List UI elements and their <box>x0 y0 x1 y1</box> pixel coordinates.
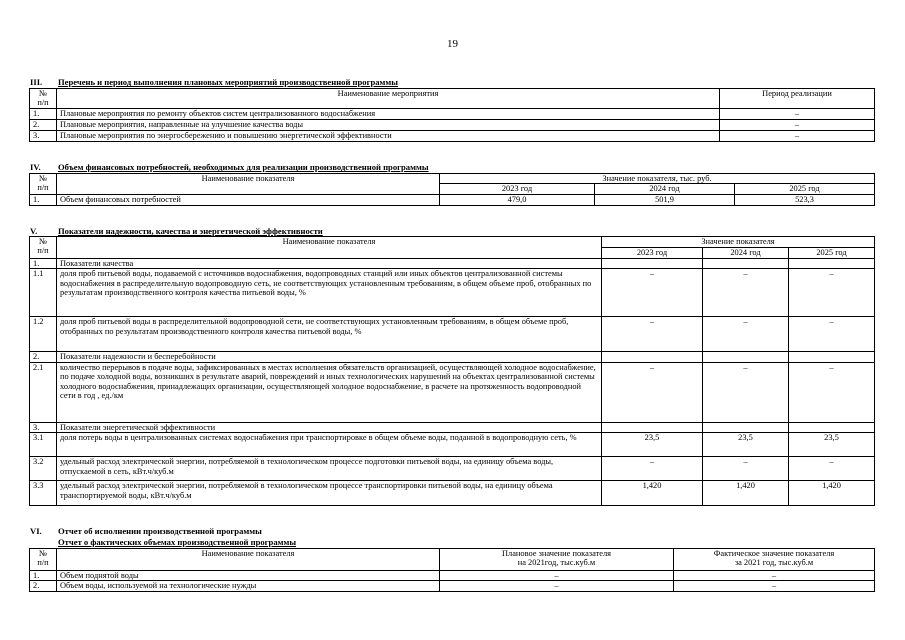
row-value: – <box>602 362 703 422</box>
row-name: Показатели надежности и бесперебойности <box>57 352 602 362</box>
section-subtitle: Отчет о фактических объемах производственной программы <box>58 537 297 547</box>
header-name: Наименование показателя <box>57 237 602 259</box>
row-value: – <box>602 457 703 481</box>
row-value: 1,420 <box>789 481 875 506</box>
header-year: 2025 год <box>789 248 875 259</box>
row-value: – <box>602 269 703 317</box>
header-no: № п/п <box>30 237 57 259</box>
row-name: количество перерывов в подаче воды, зафиксированных в местах исполнения обязательств организацией, осуществляющей холодное водоснабжение, по подаче холодной воды, возникших в результате аварий, повреждений и иных технологических нарушений на объектах централизованной системы холодного водоснабжения, принадлежащих организации, осуществляющей холодное водоснабжение, в расчете на протяженность водопроводной сети в год , ед./км <box>57 362 602 422</box>
row-value: – <box>703 317 789 352</box>
row-name: Плановые мероприятия по ремонту объектов систем централизованного водоснабжения <box>57 109 720 120</box>
table-row <box>30 131 875 142</box>
row-name: Плановые мероприятия по энергосбережению и повышению энергетической эффективности <box>57 131 720 142</box>
row-fact: – <box>674 571 875 581</box>
row-no: 3.3 <box>30 481 57 506</box>
row-period: – <box>720 120 875 131</box>
table-row <box>30 120 875 131</box>
row-name: Объем воды, используемой на технологические нужды <box>57 581 440 591</box>
table-row <box>30 109 875 120</box>
header-year: 2024 год <box>595 184 735 194</box>
row-no: 2.1 <box>30 362 57 422</box>
section-3-table <box>29 88 875 142</box>
row-value: 523,3 <box>735 194 875 205</box>
row-no: 2. <box>30 581 57 591</box>
row-name: доля проб питьевой воды, подаваемой с источников водоснабжения, водопроводных станций или иных объектов централизованной системы водоснабжения в распределительную водопроводную сеть, не соответствующих установленным требованиям, в общем объеме проб, отобранных по результатам производственного контроля качества питьевой воды, % <box>57 269 602 317</box>
page-number: 19 <box>447 38 458 50</box>
section-3-heading <box>30 77 398 87</box>
header-name: Наименование мероприятия <box>57 89 720 109</box>
row-name: Показатели качества <box>57 259 602 269</box>
table-row <box>30 457 875 481</box>
row-value: – <box>789 362 875 422</box>
section-title: Объем финансовых потребностей, необходимых для реализации производственной программы <box>58 162 429 172</box>
row-period: – <box>720 131 875 142</box>
row-period: – <box>720 109 875 120</box>
table-row <box>30 269 875 317</box>
row-value: – <box>789 457 875 481</box>
section-title: Перечень и период выполнения плановых мероприятий производственной программы <box>58 77 398 87</box>
section-4-heading <box>30 162 429 172</box>
section-title: Отчет об исполнении производственной программы <box>58 526 262 536</box>
row-no: 1. <box>30 571 57 581</box>
header-name: Наименование показателя <box>57 174 440 195</box>
table-row <box>30 362 875 422</box>
header-no: № п/п <box>30 549 57 571</box>
header-no: № п/п <box>30 174 57 195</box>
header-year: 2025 год <box>735 184 875 194</box>
table-row <box>30 433 875 457</box>
row-value: 1,420 <box>703 481 789 506</box>
header-year: 2023 год <box>440 184 595 194</box>
row-no: 1.1 <box>30 269 57 317</box>
table-row <box>30 352 875 362</box>
row-value: 23,5 <box>602 433 703 457</box>
header-fact: Фактическое значение показателя за 2021 год, тыс.куб.м <box>674 549 875 571</box>
row-value: – <box>703 362 789 422</box>
row-name: доля потерь воды в централизованных системах водоснабжения при транспортировке в общем объеме воды, поданной в водопроводную сеть, % <box>57 433 602 457</box>
header-value: Значение показателя, тыс. руб. <box>440 174 875 184</box>
row-name: Показатели энергетической эффективности <box>57 422 602 432</box>
row-value: 1,420 <box>602 481 703 506</box>
row-no: 1.2 <box>30 317 57 352</box>
section-6-table <box>29 548 875 592</box>
section-number: VI. <box>30 526 42 536</box>
header-year: 2023 год <box>602 248 703 259</box>
row-fact: – <box>674 581 875 591</box>
table-row <box>30 422 875 432</box>
row-no: 3.1 <box>30 433 57 457</box>
table-row <box>30 259 875 269</box>
section-5-heading <box>30 226 323 236</box>
row-name: Объем финансовых потребностей <box>57 194 440 205</box>
section-title: Показатели надежности, качества и энергетической эффективности <box>58 226 323 236</box>
table-row <box>30 317 875 352</box>
section-4-table <box>29 173 875 206</box>
row-value: – <box>602 317 703 352</box>
header-name: Наименование показателя <box>57 549 440 571</box>
row-plan: – <box>440 571 674 581</box>
table-row <box>30 194 875 205</box>
row-no: 1. <box>30 194 57 205</box>
table-row <box>30 481 875 506</box>
header-year: 2024 год <box>703 248 789 259</box>
row-value: – <box>789 317 875 352</box>
section-5-table <box>29 236 875 506</box>
row-value: 501,9 <box>595 194 735 205</box>
section-number: IV. <box>30 162 41 172</box>
row-name: Объем поднятой воды <box>57 571 440 581</box>
table-row <box>30 581 875 591</box>
row-value: 23,5 <box>703 433 789 457</box>
header-period: Период реализации <box>720 89 875 109</box>
row-value: – <box>703 269 789 317</box>
table-row <box>30 571 875 581</box>
row-no: 1. <box>30 259 57 269</box>
row-plan: – <box>440 581 674 591</box>
row-value: 23,5 <box>789 433 875 457</box>
header-plan: Плановое значение показателя на 2021год, тыс.куб.м <box>440 549 674 571</box>
header-no: № п/п <box>30 89 57 109</box>
row-no: 2. <box>30 352 57 362</box>
row-value: 479,0 <box>440 194 595 205</box>
row-name: удельный расход электрической энергии, потребляемой в технологическом процессе подготовки питьевой воды, на единицу объема воды, отпускаемой в сеть, кВт.ч/куб.м <box>57 457 602 481</box>
row-no: 3. <box>30 131 57 142</box>
section-number: V. <box>30 226 38 236</box>
section-number: III. <box>30 77 43 87</box>
row-value: – <box>703 457 789 481</box>
row-name: Плановые мероприятия, направленные на улучшение качества воды <box>57 120 720 131</box>
row-no: 3. <box>30 422 57 432</box>
row-no: 2. <box>30 120 57 131</box>
section-6-heading <box>30 526 262 536</box>
row-name: доля проб питьевой воды в распределительной водопроводной сети, не соответствующих установленным требованиям, в общем объеме проб, отобранных по результатам производственного контроля качества питьевой воды, % <box>57 317 602 352</box>
section-6-subheading <box>30 537 296 547</box>
row-value: – <box>789 269 875 317</box>
row-no: 1. <box>30 109 57 120</box>
header-value: Значение показателя <box>602 237 875 248</box>
row-no: 3.2 <box>30 457 57 481</box>
row-name: удельный расход электрической энергии, потребляемой в технологическом процессе транспортировки питьевой воды, на единицу объема транспортируемой воды, кВт.ч/куб.м <box>57 481 602 506</box>
